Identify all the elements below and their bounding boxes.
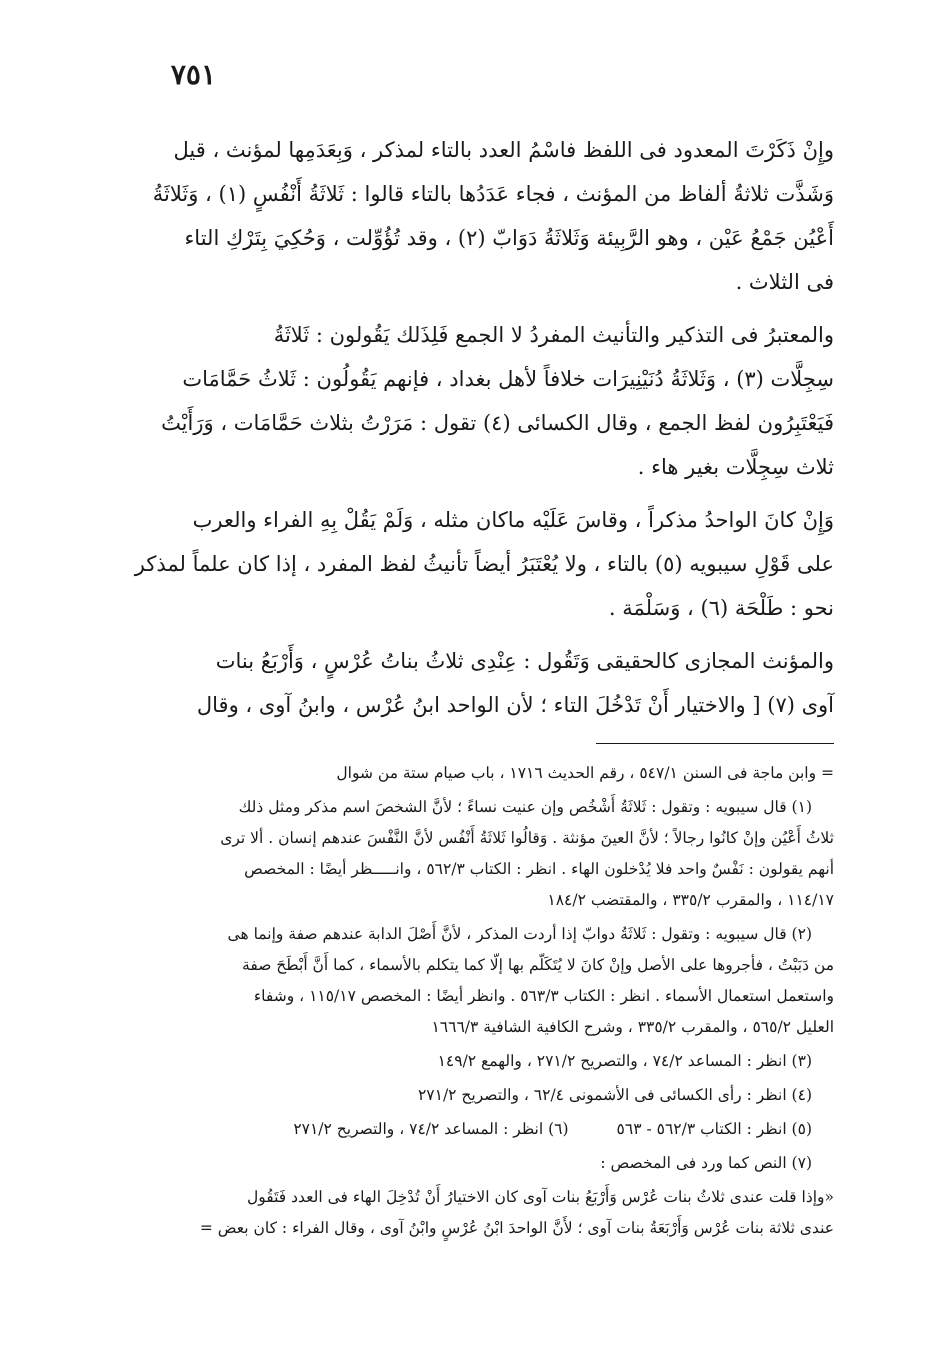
footnote-3	[104, 1046, 834, 1077]
page-number: ٧٥١	[170, 58, 216, 91]
text-line: على قَوْلِ سيبويه (٥) بالتاء ، ولا يُعْتَبَرُ أيضاً تأنيثُ لفظ المفرد ، إذا كان علماً لمذكر	[134, 552, 834, 576]
footnote-7	[104, 1148, 834, 1179]
footnote-line: أنهم يقولون : نَفْسٌ واحد فلا يُدْخلون الهاء . انظر : الكتاب ٥٦٢/٣ ، وانـــــظر أيضًا : المخصص	[244, 860, 834, 878]
footnotes-5-6	[104, 1114, 834, 1145]
footnote-line: واستعمل استعمال الأسماء . انظر : الكتاب ٥٦٣/٣ . وانظر أيضًا : المخصص ١١٥/١٧ ، وشفاء	[253, 987, 834, 1005]
footnote-5: (٥) انظر : الكتاب ٥٦٢/٣ - ٥٦٣	[616, 1120, 812, 1138]
text-line: فى الثلاث .	[735, 270, 834, 294]
footnote-line: عندى ثلاثة بنات عُرْس وَأَرْبَعَةُ بنات آوى ؛ لأَنَّ الواحدَ ابْنُ عُرْسٍ وابْنُ آوى ، وقال الفراء : كان بعض =	[199, 1219, 834, 1237]
footnote-line: (٤) انظر : رأى الكسائى فى الأشمونى ٦٢/٤ ، والتصريح ٢٧١/٢	[417, 1086, 812, 1104]
text-line: سِجِلَّات (٣) ، وَثَلاثَةُ دُنَيْنِيرَات خلافاً لأهل بغداد ، فإنهم يَقُولُون : ثَلاثُ حَمَّامَات	[182, 367, 834, 391]
text-line: ثلاث سِجِلَّات بغير هاء .	[637, 455, 834, 479]
footnote-7-quote	[104, 1182, 834, 1244]
footnote-line: = وابن ماجة فى السنن ٥٤٧/١ ، رقم الحديث ١٧١٦ ، باب صيام ستة من شوال	[336, 764, 834, 782]
paragraph-masculine-singular	[104, 498, 834, 630]
footnote-line: (٧) النص كما ورد فى المخصص :	[600, 1154, 812, 1172]
footnote-2	[104, 919, 834, 1043]
text-line: فَيَعْتَبِرُون لفظ الجمع ، وقال الكسائى (٤) تقول : مَرَرْتُ بثلاث حَمَّامَات ، وَرَأَيْتُ	[161, 411, 834, 435]
text-line: نحو : طَلْحَة (٦) ، وَسَلْمَة .	[608, 596, 834, 620]
footnote-line: (٢) قال سيبويه : وتقول : ثَلاثَةُ دوابّ إذا أردت المذكر ، لأنَّ أَصْلَ الدابة عندهم صفة وإنما هى	[227, 925, 812, 943]
text-line: وَإِنْ كانَ الواحدُ مذكراً ، وقاسَ عَلَيْه ماكان مثله ، وَلَمْ يَقُلْ بِهِ الفراء والعرب	[192, 508, 834, 532]
text-line: أَعْيُن جَمْعُ عَيْن ، وهو الرَّبِيئة وَثَلاثَةُ دَوَابّ (٢) ، وقد تُؤُوِّلت ، وَحُكِيَ بِتَرْكِ التاء	[184, 226, 834, 250]
footnote-separator	[596, 743, 834, 744]
paragraph-singular-consideration	[104, 313, 834, 489]
paragraph-figurative-feminine	[104, 639, 834, 727]
text-line: آوى (٧) [ والاختيار أَنْ تَدْخُلَ التاء ؛ لأن الواحد ابنُ عُرْس ، وابنُ آوى ، وقال	[196, 693, 834, 717]
paragraph-masculine-counted	[104, 128, 834, 304]
text-line: والمعتبرُ فى التذكير والتأنيث المفردُ لا الجمع فَلِذَلك يَقُولون : ثَلاثَةُ	[273, 323, 834, 347]
footnote-line: ثلاثُ أَعْيُن وإنْ كانُوا رجالاً ؛ لأنَّ العينَ مؤنثة . وَقالُوا ثَلاثَةُ أَنْفُس لأنَّ النَّفْسَ عندهم إنسان . ألا ترى	[220, 829, 834, 847]
footnote-line: (١) قال سيبويه : وتقول : ثَلاثَةُ أَشْخُص وإن عنيت نساءً ؛ لأنَّ الشخصَ اسم مذكر ومثل ذلك	[238, 798, 812, 816]
footnote-line: العليل ٥٦٥/٢ ، والمقرب ٣٣٥/٢ ، وشرح الكافية الشافية ١٦٦٦/٣	[431, 1018, 834, 1036]
footnote-line: «وإذا قلت عندى ثلاثُ بنات عُرْس وَأَرْبَعُ بنات آوى كان الاختيارُ أَنْ تُدْخِلَ الهاء فى العدد فَتَقُول	[246, 1188, 834, 1206]
footnote-line: (٣) انظر : المساعد ٧٤/٢ ، والتصريح ٢٧١/٢ ، والهمع ١٤٩/٢	[437, 1052, 812, 1070]
text-line: والمؤنث المجازى كالحقيقى وَتَقُول : عِنْدِى ثلاثُ بناتُ عُرْسٍ ، وَأَرْبَعُ بنات	[215, 649, 834, 673]
text-line: وَشَذَّت ثلاثةُ ألفاظ من المؤنث ، فجاء عَدَدُها بالتاء قالوا : ثَلاثَةُ أَنْفُسٍ (١) ، وَثَلاثَةُ	[152, 182, 834, 206]
footnote-line: من دَبَبْتُ ، فأجروها على الأصل وإنْ كانَ لا يُتَكَلّم بها إلّا كما يتكلم بالأسماء ، كما أَنَّ أَبْطَحَ صفة	[242, 956, 834, 974]
footnote-line: ١١٤/١٧ ، والمقرب ٣٣٥/٢ ، والمقتضب ١٨٤/٢	[547, 891, 834, 909]
footnote-4	[104, 1080, 834, 1111]
footnote-continuation	[104, 758, 834, 789]
footnotes	[104, 758, 834, 1247]
text-line: وإِنْ ذَكَرْتَ المعدود فى اللفظ فاسْمُ العدد بالتاء لمذكر ، وَبِعَدَمِها لمؤنث ، قيل	[173, 138, 834, 162]
footnote-1	[104, 792, 834, 916]
main-text	[104, 128, 834, 736]
footnote-6: (٦) انظر : المساعد ٧٤/٢ ، والتصريح ٢٧١/٢	[293, 1120, 569, 1138]
